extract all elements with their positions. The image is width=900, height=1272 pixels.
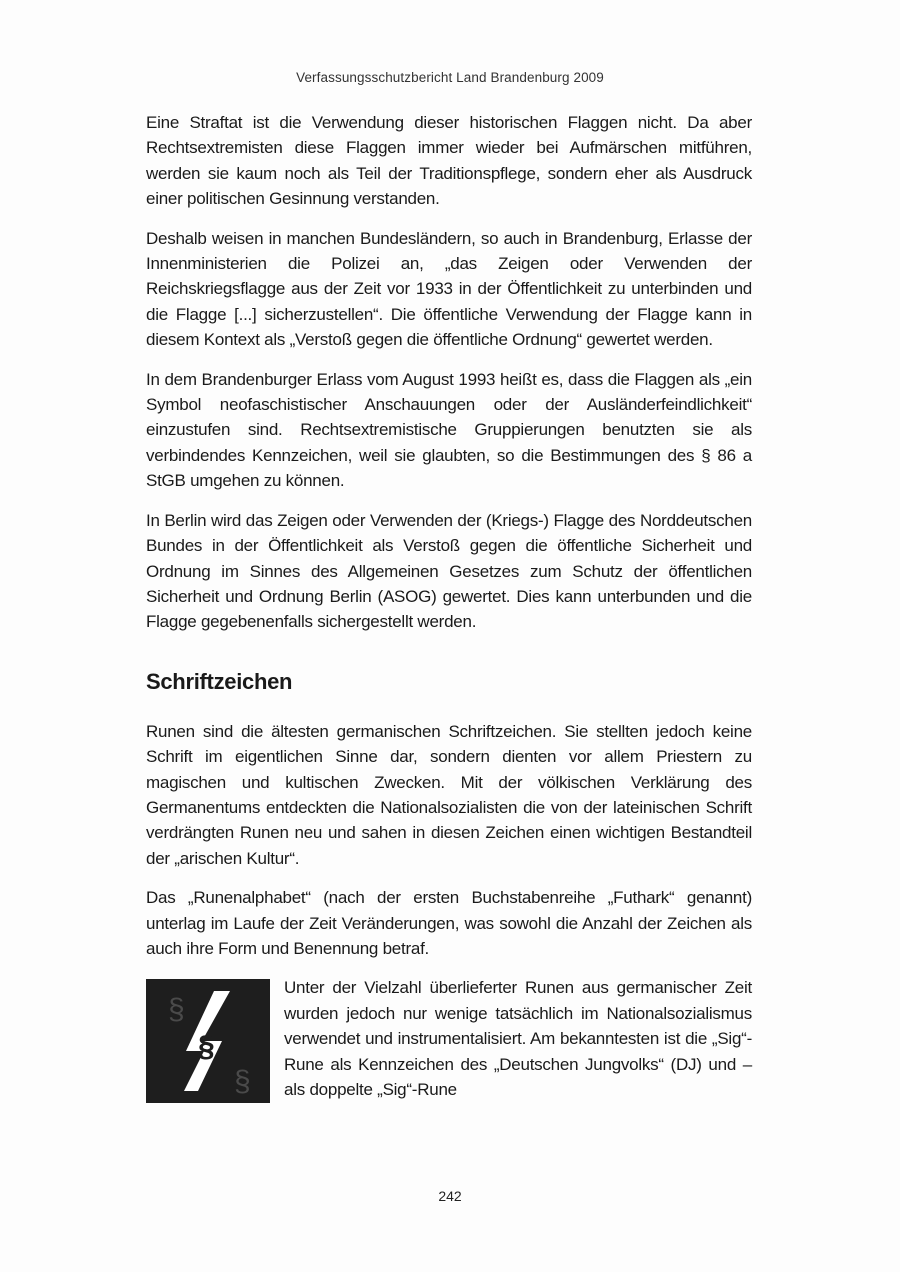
paragraph-1: Eine Straftat ist die Verwendung dieser historischen Flaggen nicht. Da aber Rechtsextremisten diese Flaggen immer wieder bei Aufmärschen mitführen, werden sie kaum noch als Teil der Traditionspflege, sondern eher als Ausdruck einer politischen Gesinnung verstanden. — [146, 113, 752, 209]
section-heading: Schriftzeichen — [146, 668, 293, 694]
paragraph-4: In Berlin wird das Zeigen oder Verwenden der (Kriegs-) Flagge des Norddeutschen Bundes in der Öffentlichkeit als Verstoß gegen die öffentliche Sicherheit und Ordnung im Sinnes des Allgemeinen Gesetzes zum Schutz der öffentlichen Sicherheit und Ordnung Berlin (ASOG) gewertet. Dies kann unterbunden und die Flagge gegebenenfalls sichergestellt werden. — [146, 510, 752, 632]
svg-text:§: § — [198, 1030, 215, 1064]
paragraph-3: In dem Brandenburger Erlass vom August 1993 heißt es, dass die Flaggen als „ein Symbol neofaschistischer Anschauungen oder der Ausländerfeindlichkeit“ einzustufen sind. Rechtsextremistische Gruppierungen benutzten sie als verbindendes Kennzeichen, weil sie glaubten, so die Bestimmungen des § 86 a StGB umgehen zu können. — [146, 369, 752, 491]
section-paragraph-2: Das „Runenalphabet“ (nach der ersten Buchstabenreihe „Futhark“ genannt) unterlag im Laufe der Zeit Veränderungen, was sowohl die Anzahl der Zeichen als auch ihre Form und Benennung betraf. — [146, 888, 752, 958]
running-header: Verfassungsschutzbericht Land Brandenburg 2009 — [296, 70, 604, 85]
page-number: 242 — [438, 1188, 462, 1204]
watermark-paragraph-symbol: § — [168, 993, 185, 1027]
figure-side-paragraph: Unter der Vielzahl überlieferter Runen aus germanischer Zeit wurden jedoch nur wenige tatsächlich im Nationalsozialismus verwendet und instrumentalisiert. Am bekanntesten ist die „Sig“-Rune als Kennzeichen des „Deutschen Jungvolks“ (DJ) und – als doppelte „Sig“-Rune — [284, 978, 752, 1099]
page-body — [146, 110, 752, 1103]
sig-rune-censored-icon — [146, 979, 270, 1103]
rune-figure-row — [146, 975, 752, 1103]
section-paragraph-1: Runen sind die ältesten germanischen Schriftzeichen. Sie stellten jedoch keine Schrift im eigentlichen Sinne dar, sondern dienten vor allem Priestern zu magischen und kultischen Zwecken. Mit der völkischen Verklärung des Germanentums entdeckten die Nationalsozialisten die von der lateinischen Schrift verdrängten Runen neu und sahen in diesen Zeichen einen wichtigen Bestandteil der „arischen Kultur“. — [146, 721, 752, 868]
paragraph-2: Deshalb weisen in manchen Bundesländern, so auch in Brandenburg, Erlasse der Innenministerien die Polizei an, „das Zeigen oder Verwenden der Reichskriegsflagge aus der Zeit vor 1933 in der Öffentlichkeit zu unterbinden und die Flagge [...] sicherzustellen“. Die öffentliche Verwendung der Flagge kann in diesem Kontext als „Verstoß gegen die öffentliche Ordnung“ gewertet werden. — [146, 228, 752, 350]
watermark-paragraph-symbol: § — [234, 1065, 251, 1099]
